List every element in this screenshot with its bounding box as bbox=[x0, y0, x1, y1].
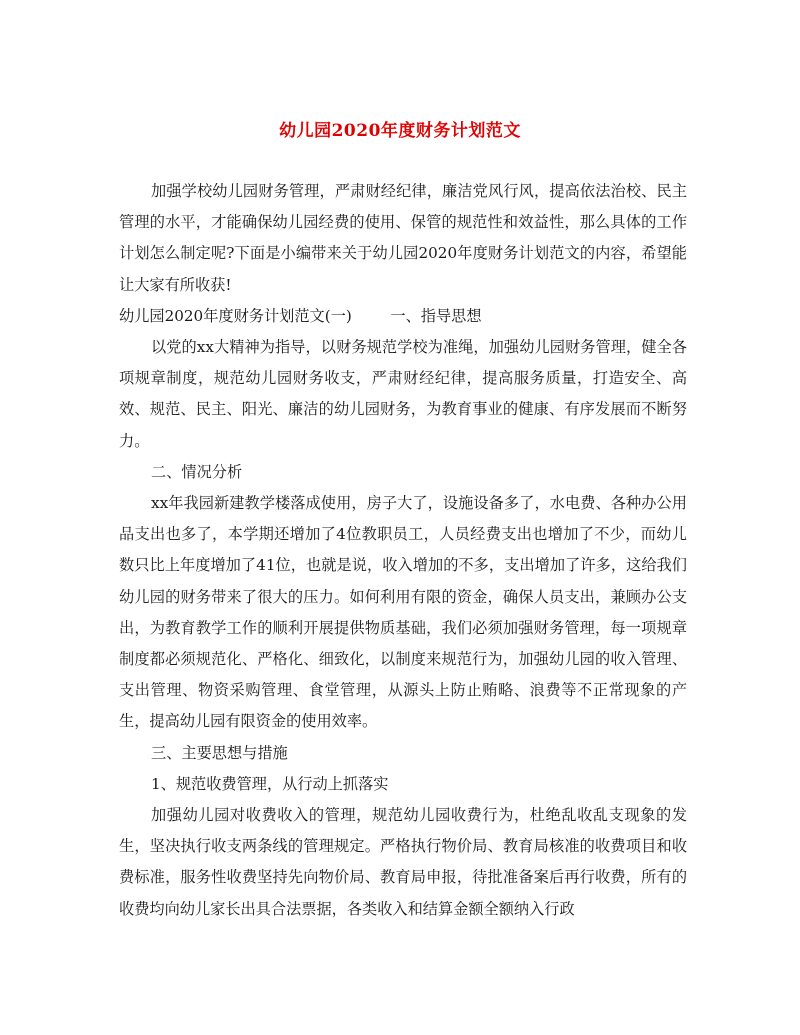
heading-main-measures: 三、主要思想与措施 bbox=[151, 743, 288, 762]
paragraph-guiding-thought: 以党的xx大精神为指导，以财务规范学校为准绳，加强幼儿园财务管理，健全各项规章制度，规范幼儿园财务收支，严肃财经纪律，提高服务质量，打造安全、高效、规范、民主、阳光、廉洁的幼儿园财务，为教育事业的健康、有序发展而不断努力。 bbox=[119, 338, 687, 450]
paragraph-fee-management: 加强幼儿园对收费收入的管理，规范幼儿园收费行为，杜绝乱收乱支现象的发生，坚决执行收支两条线的管理规定。严格执行物价局、教育局核准的收费项目和收费标准，服务性收费坚持先向物价局、教育局申报，待批准备案后再行收费，所有的收费均向幼儿家长出具合法票据，各类收入和结算金额全额纳入行政 bbox=[119, 806, 687, 918]
document-body bbox=[119, 176, 687, 925]
section-title-line bbox=[119, 301, 687, 332]
heading-fee-management: 1、规范收费管理，从行动上抓落实 bbox=[151, 774, 389, 793]
section-title: 幼儿园2020年度财务计划范文(一) bbox=[119, 306, 352, 325]
document-title: 幼儿园2020年度财务计划范文 bbox=[279, 121, 521, 141]
paragraph-situation-analysis: xx年我园新建教学楼落成使用，房子大了，设施设备多了，水电费、各种办公用品支出也多了，本学期还增加了4位教职员工，人员经费支出也增加了不少，而幼儿数只比上年度增加了41位，也就是说，收入增加的不多，支出增加了许多，这给我们幼儿园的财务带来了很大的压力。如何利用有限的资金，确保人员支出，兼顾办公支出，为教育教学工作的顺利开展提供物质基础，我们必须加强财务管理，每一项规章制度都必须规范化、严格化、细致化，以制度来规范行为，加强幼儿园的收入管理、支出管理、物资采购管理、食堂管理，从源头上防止贿略、浪费等不正常现象的产生，提高幼儿园有限资金的使用效率。 bbox=[119, 494, 687, 731]
heading-guiding-thought: 一、指导思想 bbox=[390, 306, 482, 325]
heading-situation-analysis: 二、情况分析 bbox=[151, 462, 243, 481]
intro-paragraph: 加强学校幼儿园财务管理，严肃财经纪律，廉洁党风行风，提高依法治校、民主管理的水平，才能确保幼儿园经费的使用、保管的规范性和效益性，那么具体的工作计划怎么制定呢?下面是小编带来关于幼儿园2020年度财务计划范文的内容，希望能让大家有所收获! bbox=[119, 182, 687, 294]
